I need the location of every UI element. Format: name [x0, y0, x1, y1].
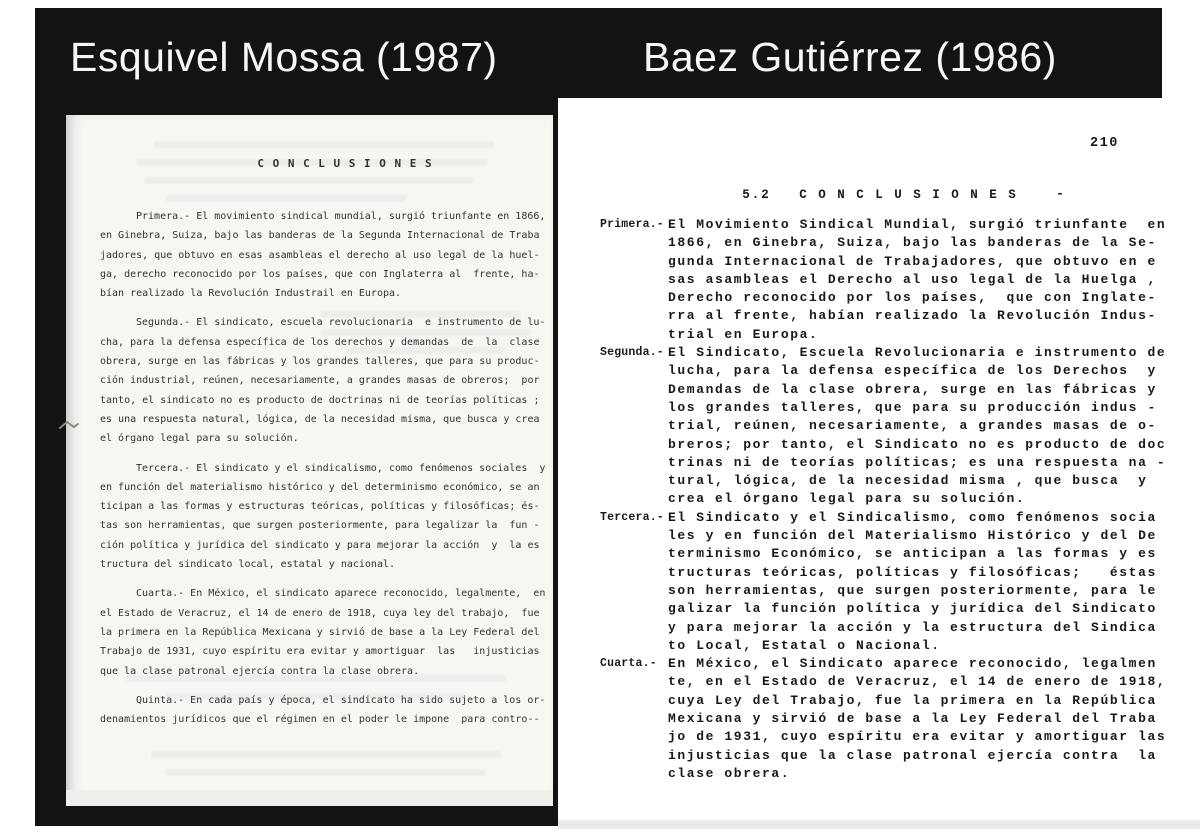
text-line: ción política y jurídica del sindicato y para mejorar la acción y la es	[100, 539, 540, 551]
text-line: el Estado de Veracruz, el 14 de enero de 1918, cuya ley del trabajo, fue	[100, 607, 540, 619]
left-document-backdrop	[35, 98, 558, 826]
text-line: Primera.- El movimiento sindical mundial, surgió triunfante en 1866,	[136, 211, 546, 222]
page-edge-shadow	[558, 820, 1200, 829]
paragraph	[100, 207, 546, 303]
text-line: to Local, Estatal o Nacional.	[668, 637, 941, 653]
text-line: Cuarta.- En México, el sindicato aparece reconocido, legalmente, en	[136, 588, 546, 600]
text-line: tural, lógica, de la necesidad misma , que busca y	[668, 473, 1148, 489]
text-line: en Ginebra, Suiza, bajo las banderas de la Segunda Internacional de Traba	[100, 230, 540, 242]
header-band	[35, 8, 1162, 98]
text-line: en función del materialismo histórico y del determinismo económico, se an	[100, 481, 540, 493]
text-line: tanto, el sindicato no es producto de doctrinas ni de teorías políticas ;	[100, 394, 540, 406]
text-line: obrera, surge en las fábricas y los grandes talleres, que para su produc-	[100, 356, 540, 368]
right-source-title: Baez Gutiérrez (1986)	[643, 34, 1057, 80]
text-line: galizar la función política y jurídica del Sindicato	[668, 601, 1157, 617]
text-line: trial, reúnen, necesariamente, a grandes masas de o-	[668, 418, 1157, 434]
item-lines	[662, 655, 1166, 783]
text-line: y para mejorar la acción y la estructura del Sindica	[668, 619, 1157, 635]
text-line: lucha, para la defensa específica de los Derechos y	[668, 363, 1157, 379]
text-line: injusticias que la clase patronal ejercía contra la	[668, 747, 1157, 763]
text-line: son herramientas, que surgen posteriormente, para le	[668, 582, 1157, 598]
text-line: Derecho reconocido por los países, que con Inglate-	[668, 290, 1157, 306]
text-line: trial en Europa.	[668, 326, 819, 342]
text-line: En México, el Sindicato aparece reconocido, legalmen	[668, 656, 1157, 672]
text-line: crea el órgano legal para su solución.	[668, 491, 1026, 507]
text-line: sas asambleas el Derecho al uso legal de la Huelga ,	[668, 271, 1157, 287]
text-line: clase obrera.	[668, 765, 791, 781]
item-label: Cuarta.-	[600, 657, 657, 671]
text-line: te, en el Estado de Veracruz, el 14 de enero de 1918,	[668, 674, 1167, 690]
text-line: Demandas de la clase obrera, surge en las fábricas y	[668, 381, 1157, 397]
text-line: El Sindicato y el Sindicalismo, como fenómenos socia	[668, 509, 1157, 525]
text-line: ticipan a las formas y estructuras teóricas, políticas y filosóficas; és-	[100, 501, 540, 513]
text-line: cuya Ley del Trabajo, fue la primera en la República	[668, 692, 1157, 708]
item-label: Tercera.-	[600, 510, 664, 524]
text-line: los grandes talleres, que para su producción indus -	[668, 399, 1157, 415]
text-line: ga, derecho reconocido por los países, que con Inglaterra al frente, ha-	[100, 268, 540, 280]
heading-dash-mark: -	[1056, 186, 1064, 201]
item-label: Primera.-	[600, 218, 664, 231]
text-line: Segunda.- El sindicato, escuela revolucionaria e instrumento de lu-	[136, 317, 546, 329]
conclusion-item	[600, 655, 1166, 783]
text-line: bían realizado la Revolución Industrail en Europa.	[100, 288, 402, 300]
text-line: trinas ni de teorías políticas; es una respuesta na -	[668, 454, 1167, 470]
text-line: ción industrial, reúnen, necesariamente, a grandes masas de obreros; por	[100, 375, 540, 387]
conclusion-item	[600, 216, 1166, 344]
paragraph	[100, 459, 546, 575]
item-lines	[662, 344, 1166, 509]
item-lines	[662, 216, 1166, 344]
left-page-body	[100, 207, 546, 739]
right-page-body	[600, 216, 1166, 783]
text-line: tructura del sindicato local, estatal y nacional.	[100, 559, 396, 571]
paragraph	[100, 313, 546, 448]
pencil-check-mark	[58, 418, 80, 432]
text-line: denamientos jurídicos que el régimen en el poder le impone para contro--	[100, 714, 540, 726]
text-line: tas son herramientas, que surgen posteriormente, para legalizar la fun -	[100, 520, 540, 532]
item-lines	[662, 509, 1166, 655]
text-line: les y en función del Materialismo Histórico y del De	[668, 528, 1157, 544]
text-line: El Sindicato, Escuela Revolucionaria e instrumento de	[668, 345, 1167, 361]
text-line: jadores, que obtuvo en esas asambleas el derecho al uso legal de la huel-	[100, 249, 540, 261]
right-page-heading: 5.2 C O N C L U S I O N E S	[742, 188, 1018, 202]
page-edge-shadow	[66, 790, 553, 806]
paragraph	[100, 584, 546, 680]
conclusion-item	[600, 344, 1166, 509]
text-line: 1866, en Ginebra, Suiza, bajo las banderas de la Se-	[668, 235, 1157, 251]
text-line: es una respuesta natural, lógica, de la necesidad misma, que busca y crea	[100, 413, 540, 425]
text-line: El Movimiento Sindical Mundial, surgió triunfante en	[668, 217, 1167, 232]
text-line: Mexicana y sirvió de base a la Ley Federal del Traba	[668, 711, 1157, 727]
text-line: Quinta.- En cada país y época, el sindicato ha sido sujeto a los or-	[136, 694, 546, 706]
text-line: tructuras teóricas, políticas y filosóficas; éstas	[668, 564, 1157, 580]
right-document-page	[558, 98, 1200, 834]
left-document-page	[66, 115, 553, 806]
bleed-through-smudge	[151, 751, 521, 787]
text-line: cha, para la defensa específica de los derechos y demandas de la clase	[100, 336, 540, 348]
text-line: Tercera.- El sindicato y el sindicalismo, como fenómenos sociales y	[136, 462, 546, 474]
left-page-heading: C O N C L U S I O N E S	[257, 157, 433, 170]
paragraph	[100, 691, 546, 730]
text-line: gunda Internacional de Trabajadores, que obtuvo en e	[668, 253, 1157, 269]
text-line: la primera en la República Mexicana y sirvió de base a la Ley Federal del	[100, 626, 540, 638]
text-line: rra al frente, habían realizado la Revolución Indus-	[668, 308, 1157, 324]
page-number: 210	[1090, 136, 1119, 151]
text-line: breros; por tanto, el Sindicato no es producto de doc	[668, 436, 1167, 452]
text-line: el órgano legal para su solución.	[100, 433, 299, 445]
conclusion-item	[600, 509, 1166, 655]
text-line: que la clase patronal ejercía contra la clase obrera.	[100, 665, 420, 677]
text-line: Trabajo de 1931, cuyo espíritu era evitar y amortiguar las injusticias	[100, 646, 540, 658]
left-source-title: Esquivel Mossa (1987)	[70, 34, 498, 80]
bleed-through-smudge	[136, 141, 496, 213]
item-label: Segunda.-	[600, 346, 664, 360]
text-line: terminismo Económico, se anticipan a las formas y es	[668, 546, 1157, 562]
text-line: jo de 1931, cuyo espíritu era evitar y amortiguar las	[668, 729, 1167, 745]
